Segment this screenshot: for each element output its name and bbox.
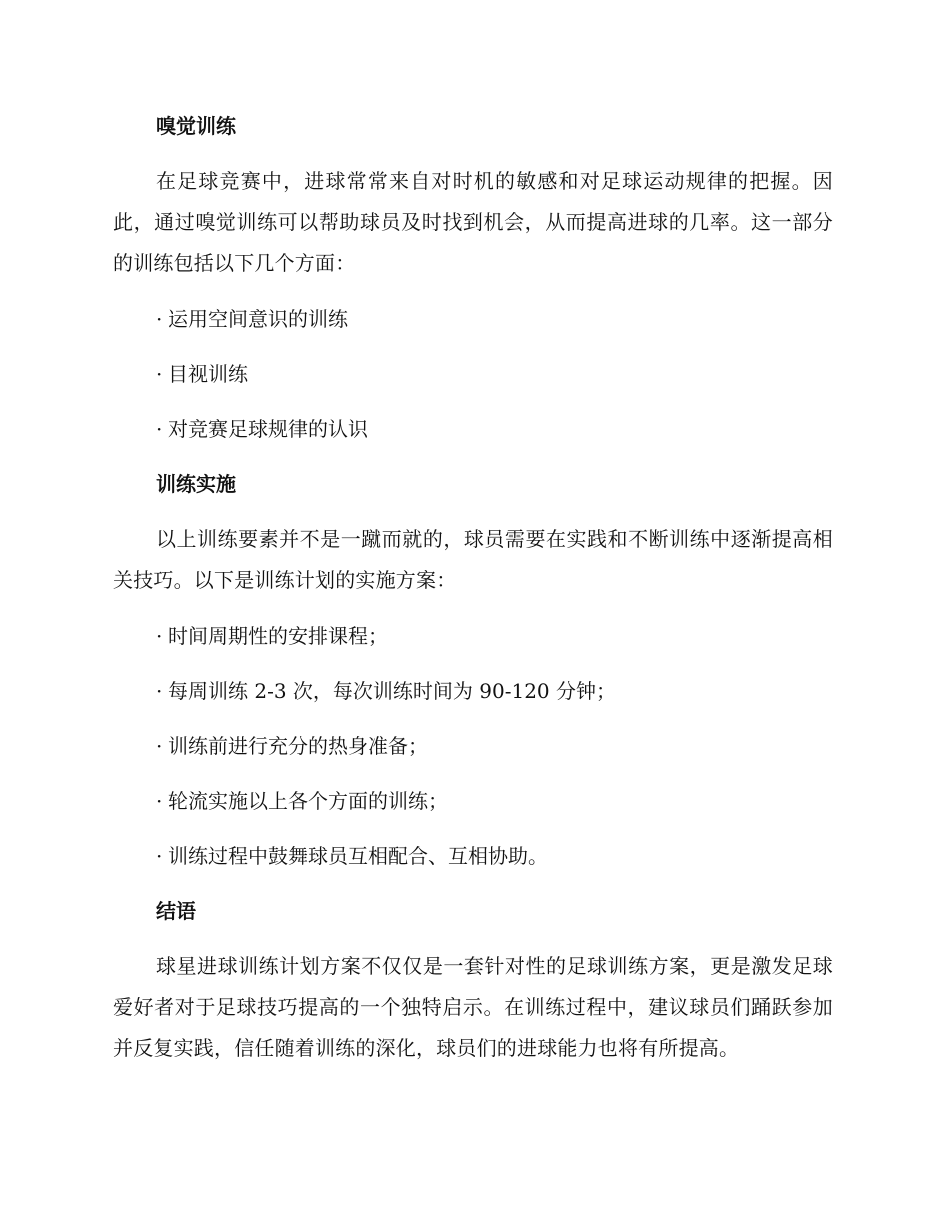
section-paragraph-training-implementation: 以上训练要素并不是一蹴而就的，球员需要在实践和不断训练中逐渐提高相关技巧。以下是训练计划的实施方案：: [113, 527, 833, 592]
list-item-text: 时间周期性的安排课程；: [168, 624, 388, 648]
bullet-mark: ·: [156, 789, 163, 813]
list-item-text: 目视训练: [168, 362, 248, 386]
list-item: [113, 616, 833, 656]
list-item: [113, 409, 833, 449]
list-item-text: 运用空间意识的训练: [168, 307, 348, 331]
list-item-text: 训练前进行充分的热身准备；: [168, 734, 428, 758]
list-item: [113, 354, 833, 394]
list-item-text: 每周训练 2-3 次，每次训练时间为 90-120 分钟；: [168, 679, 617, 703]
document-body: [113, 106, 833, 1084]
section-paragraph-smell-training: 在足球竞赛中，进球常常来自对时机的敏感和对足球运动规律的把握。因此，通过嗅觉训练可以帮助球员及时找到机会，从而提高进球的几率。这一部分的训练包括以下几个方面：: [113, 169, 833, 275]
section-heading-smell-training: 嗅觉训练: [156, 114, 236, 138]
bullet-mark: ·: [156, 624, 163, 648]
section-heading-conclusion: 结语: [156, 899, 196, 923]
bullet-mark: ·: [156, 307, 163, 331]
list-item-text: 对竞赛足球规律的认识: [168, 417, 368, 441]
section-paragraph-conclusion: 球星进球训练计划方案不仅仅是一套针对性的足球训练方案，更是激发足球爱好者对于足球技巧提高的一个独特启示。在训练过程中，建议球员们踊跃参加并反复实践，信任随着训练的深化，球员们的进球能力也将有所提高。: [113, 954, 833, 1060]
list-item: [113, 671, 833, 711]
bullet-mark: ·: [156, 734, 163, 758]
list-item: [113, 299, 833, 339]
list-item-text: 轮流实施以上各个方面的训练；: [168, 789, 448, 813]
list-item: [113, 836, 833, 876]
list-item: [113, 726, 833, 766]
bullet-mark: ·: [156, 679, 163, 703]
bullet-mark: ·: [156, 417, 163, 441]
bullet-mark: ·: [156, 844, 163, 868]
bullet-mark: ·: [156, 362, 163, 386]
section-heading-training-implementation: 训练实施: [156, 472, 236, 496]
list-item: [113, 781, 833, 821]
list-item-text: 训练过程中鼓舞球员互相配合、互相协助。: [168, 844, 548, 868]
